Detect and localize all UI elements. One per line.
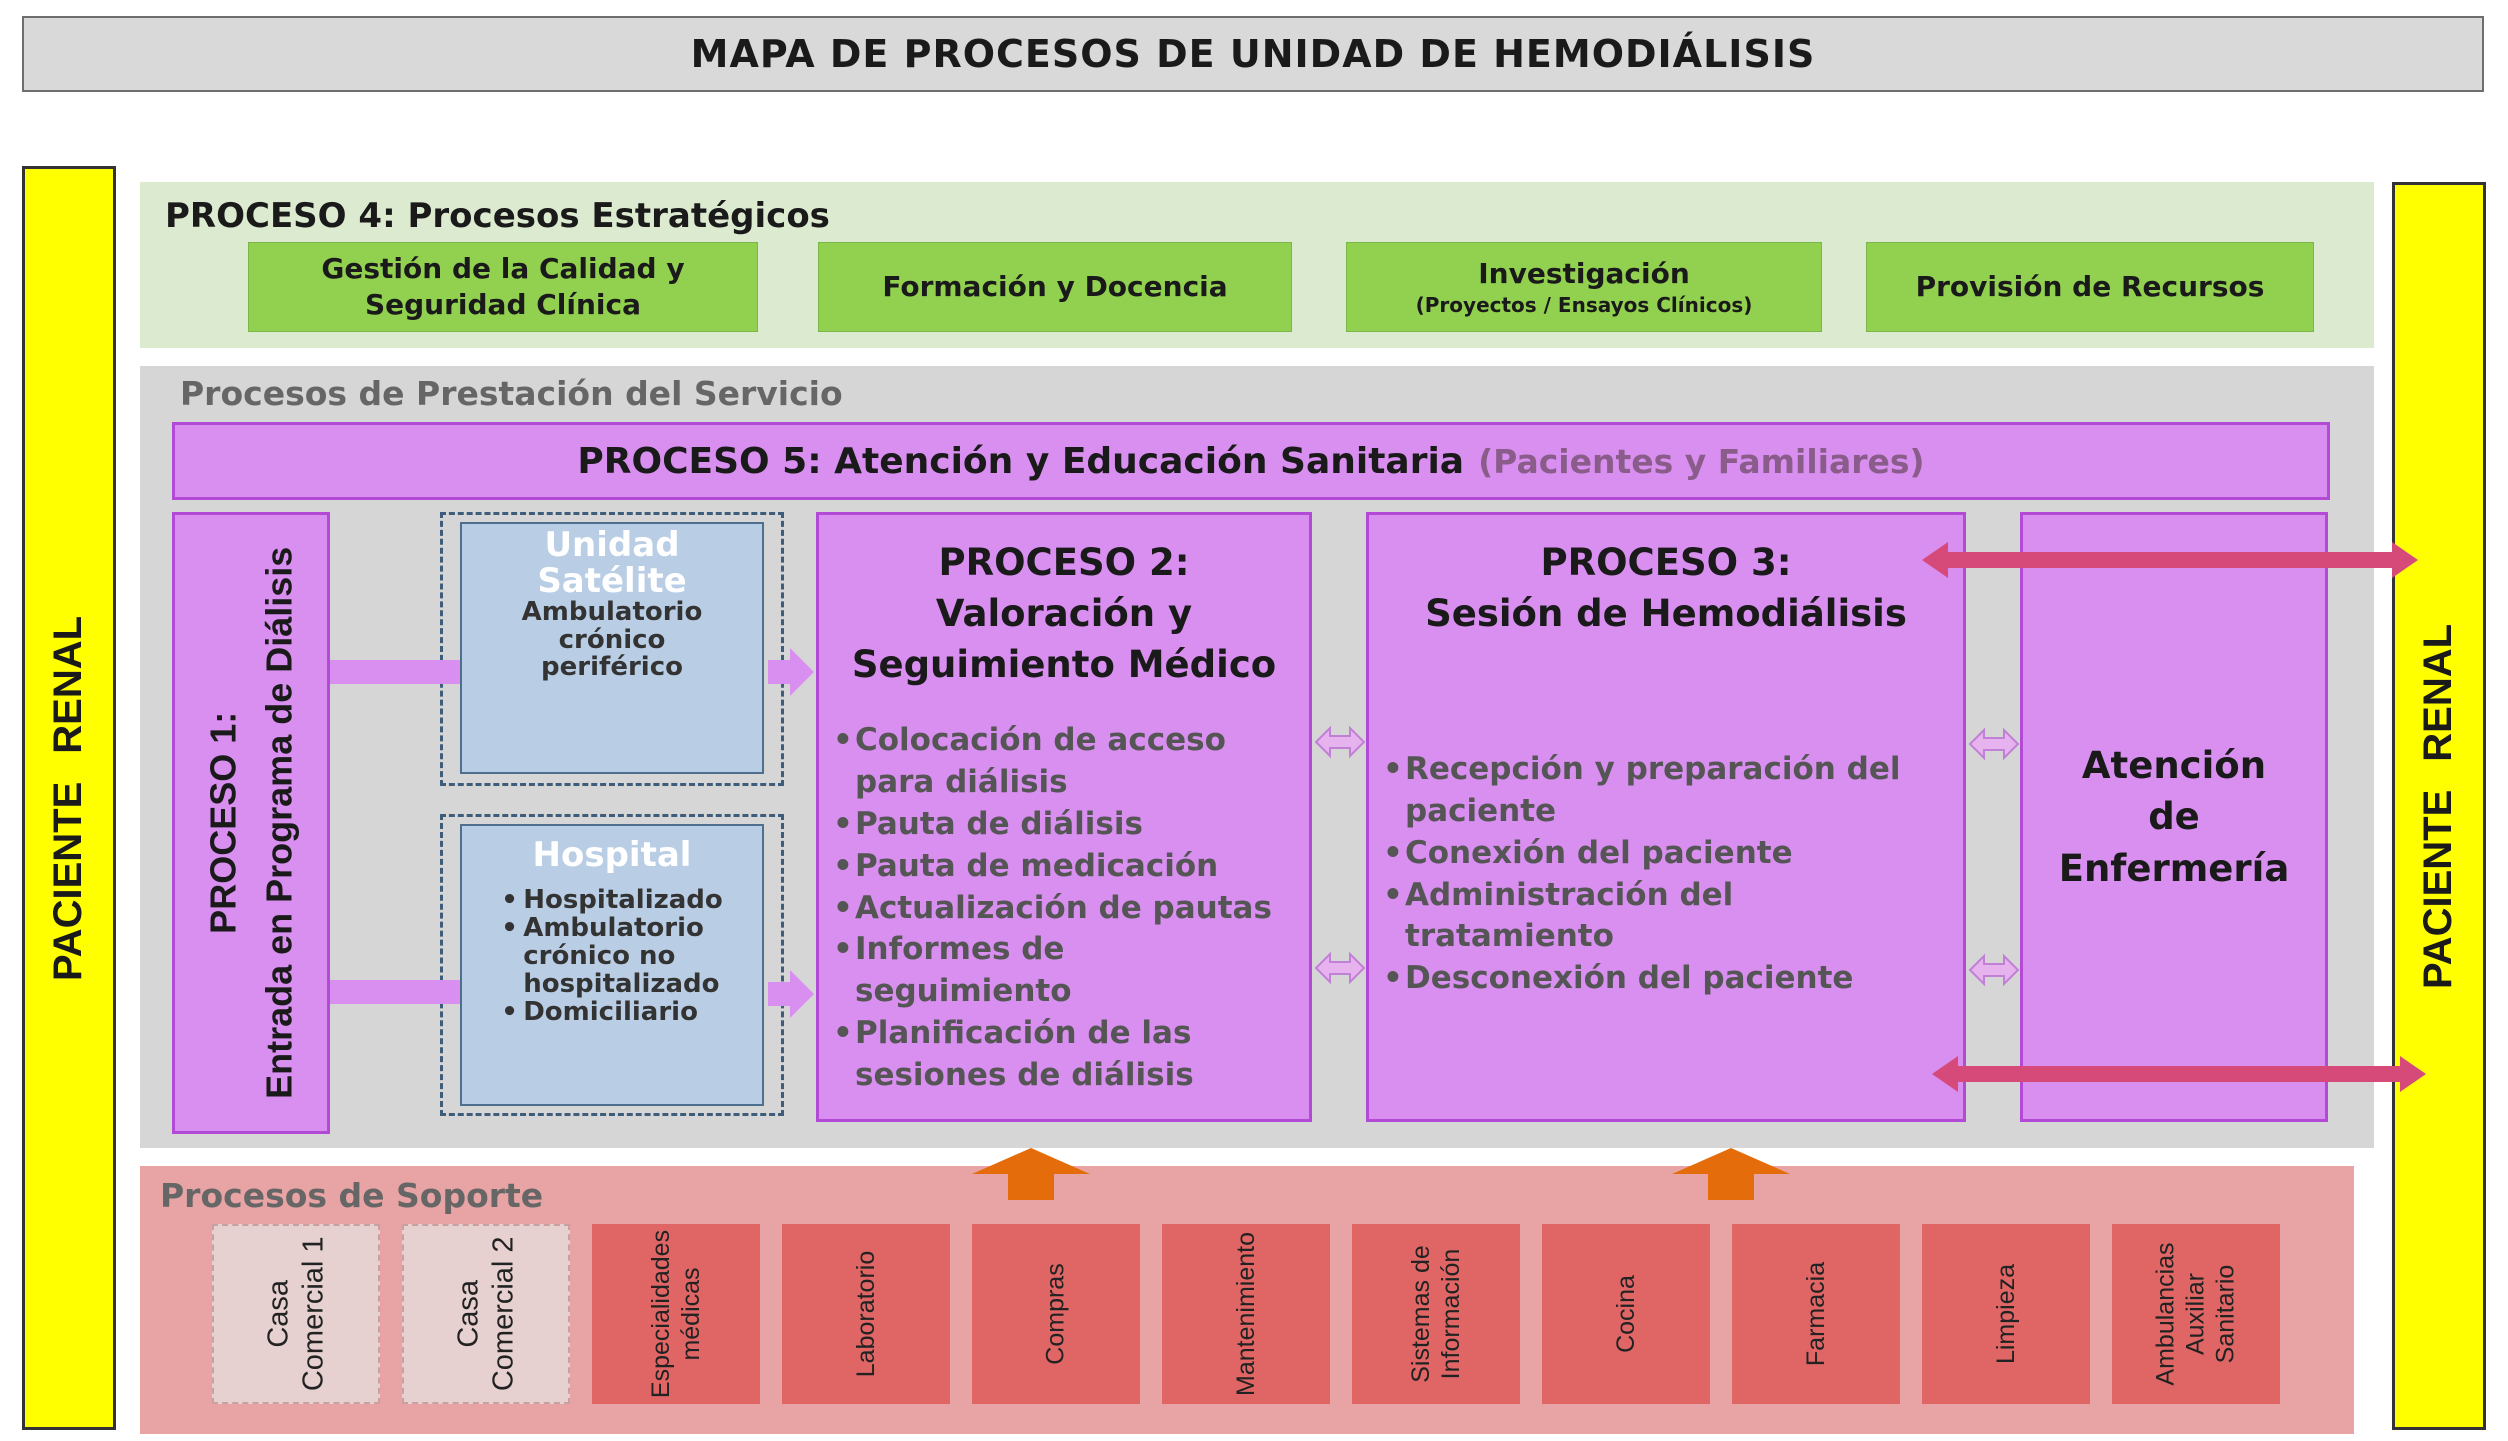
process1-line1: PROCESO 1:: [202, 711, 244, 935]
support-box-farmacia: Farmacia: [1732, 1224, 1900, 1404]
satelite-body-2: crónico: [558, 624, 666, 655]
support-box-limpieza: Limpieza: [1922, 1224, 2090, 1404]
support-box-laboratorio: Laboratorio: [782, 1224, 950, 1404]
patient-label-word2: RENAL: [2416, 623, 2461, 762]
strategic-box-label: Investigación: [1478, 256, 1690, 290]
double-arrow-icon: [1316, 728, 1364, 756]
strategic-title: PROCESO 4: Procesos Estratégicos: [165, 196, 830, 236]
patient-label-word1: PACIENTE: [46, 781, 91, 981]
support-box-casa-comercial-1: Casa Comercial 1: [212, 1224, 380, 1404]
list-item: • Hospitalizado: [501, 884, 723, 915]
enfermeria-line1: Atención: [2081, 744, 2267, 788]
process3-title: PROCESO 3: Sesión de Hemodiálisis: [1425, 541, 1907, 636]
list-item: • Administración del tratamiento: [1383, 875, 1963, 959]
arrow-right-icon: [768, 970, 814, 1018]
list-item: • Colocación de acceso para diálisis: [833, 720, 1309, 804]
patient-double-arrow-icon: [1922, 542, 2418, 578]
strategic-box-label: Formación y Docencia: [882, 269, 1228, 303]
process1-line2: Entrada en Programa de Diálisis: [258, 546, 300, 1100]
patient-label-word1: PACIENTE: [2416, 789, 2461, 989]
list-item: • Pauta de medicación: [833, 846, 1309, 888]
strategic-box-label: Gestión de la Calidad y: [321, 251, 685, 285]
support-box-casa-comercial-2: Casa Comercial 2: [402, 1224, 570, 1404]
support-box-sistemas: Sistemas de Información: [1352, 1224, 1520, 1404]
satelite-body-1: Ambulatorio: [521, 597, 703, 628]
process2-title: PROCESO 2: Valoración y Seguimiento Médico: [851, 541, 1277, 687]
list-item: • Pauta de diálisis: [833, 804, 1309, 846]
double-arrow-icon: [1316, 954, 1364, 982]
satelite-title-1: Unidad: [544, 525, 680, 565]
support-box-mantenimiento: Mantenimiento: [1162, 1224, 1330, 1404]
list-item: • Actualización de pautas: [833, 888, 1309, 930]
service-title: Procesos de Prestación del Servicio: [180, 374, 843, 413]
arrow-up-icon: [1672, 1148, 1790, 1200]
page-title: MAPA DE PROCESOS DE UNIDAD DE HEMODIÁLISIS: [22, 16, 2484, 92]
strategic-box-label: Provisión de Recursos: [1915, 269, 2265, 303]
patient-double-arrow-icon: [1932, 1056, 2426, 1092]
list-item: • Ambulatorio crónico no hospitalizado: [501, 912, 720, 999]
strategic-box-sublabel: (Proyectos / Ensayos Clínicos): [1415, 293, 1753, 318]
double-arrow-icon: [1970, 956, 2018, 984]
support-box-ambulancias: Ambulancias Auxiliar Sanitario: [2112, 1224, 2280, 1404]
enfermeria-line2: de: [2148, 795, 2200, 839]
process5-label: PROCESO 5: Atención y Educación Sanitaria: [577, 440, 1465, 482]
satelite-body-3: periférico: [541, 651, 683, 682]
satelite-title-2: Satélite: [537, 560, 687, 601]
support-title: Procesos de Soporte: [160, 1176, 544, 1215]
connector-p1-satelite: [330, 660, 460, 684]
enfermeria-line3: Enfermería: [2058, 846, 2290, 890]
process5-paren: (Pacientes y Familiares): [1478, 441, 1925, 481]
list-item: • Recepción y preparación del paciente: [1383, 749, 1963, 833]
support-box-cocina: Cocina: [1542, 1224, 1710, 1404]
list-item: • Desconexión del paciente: [1383, 958, 1963, 1000]
support-box-especialidades: Especialidades médicas: [592, 1224, 760, 1404]
arrow-right-icon: [768, 648, 814, 696]
hospital-title: Hospital: [532, 835, 692, 875]
connector-p1-hospital: [330, 980, 460, 1004]
list-item: • Planificación de las sesiones de diálisis: [833, 1013, 1309, 1097]
support-box-compras: Compras: [972, 1224, 1140, 1404]
patient-label-word2: RENAL: [46, 615, 91, 754]
list-item: • Conexión del paciente: [1383, 833, 1963, 875]
double-arrow-icon: [1970, 730, 2018, 758]
strategic-box-label2: Seguridad Clínica: [364, 288, 642, 321]
list-item: • Informes de seguimiento: [833, 929, 1309, 1013]
arrow-up-icon: [972, 1148, 1090, 1200]
list-item: • Domiciliario: [501, 997, 698, 1027]
